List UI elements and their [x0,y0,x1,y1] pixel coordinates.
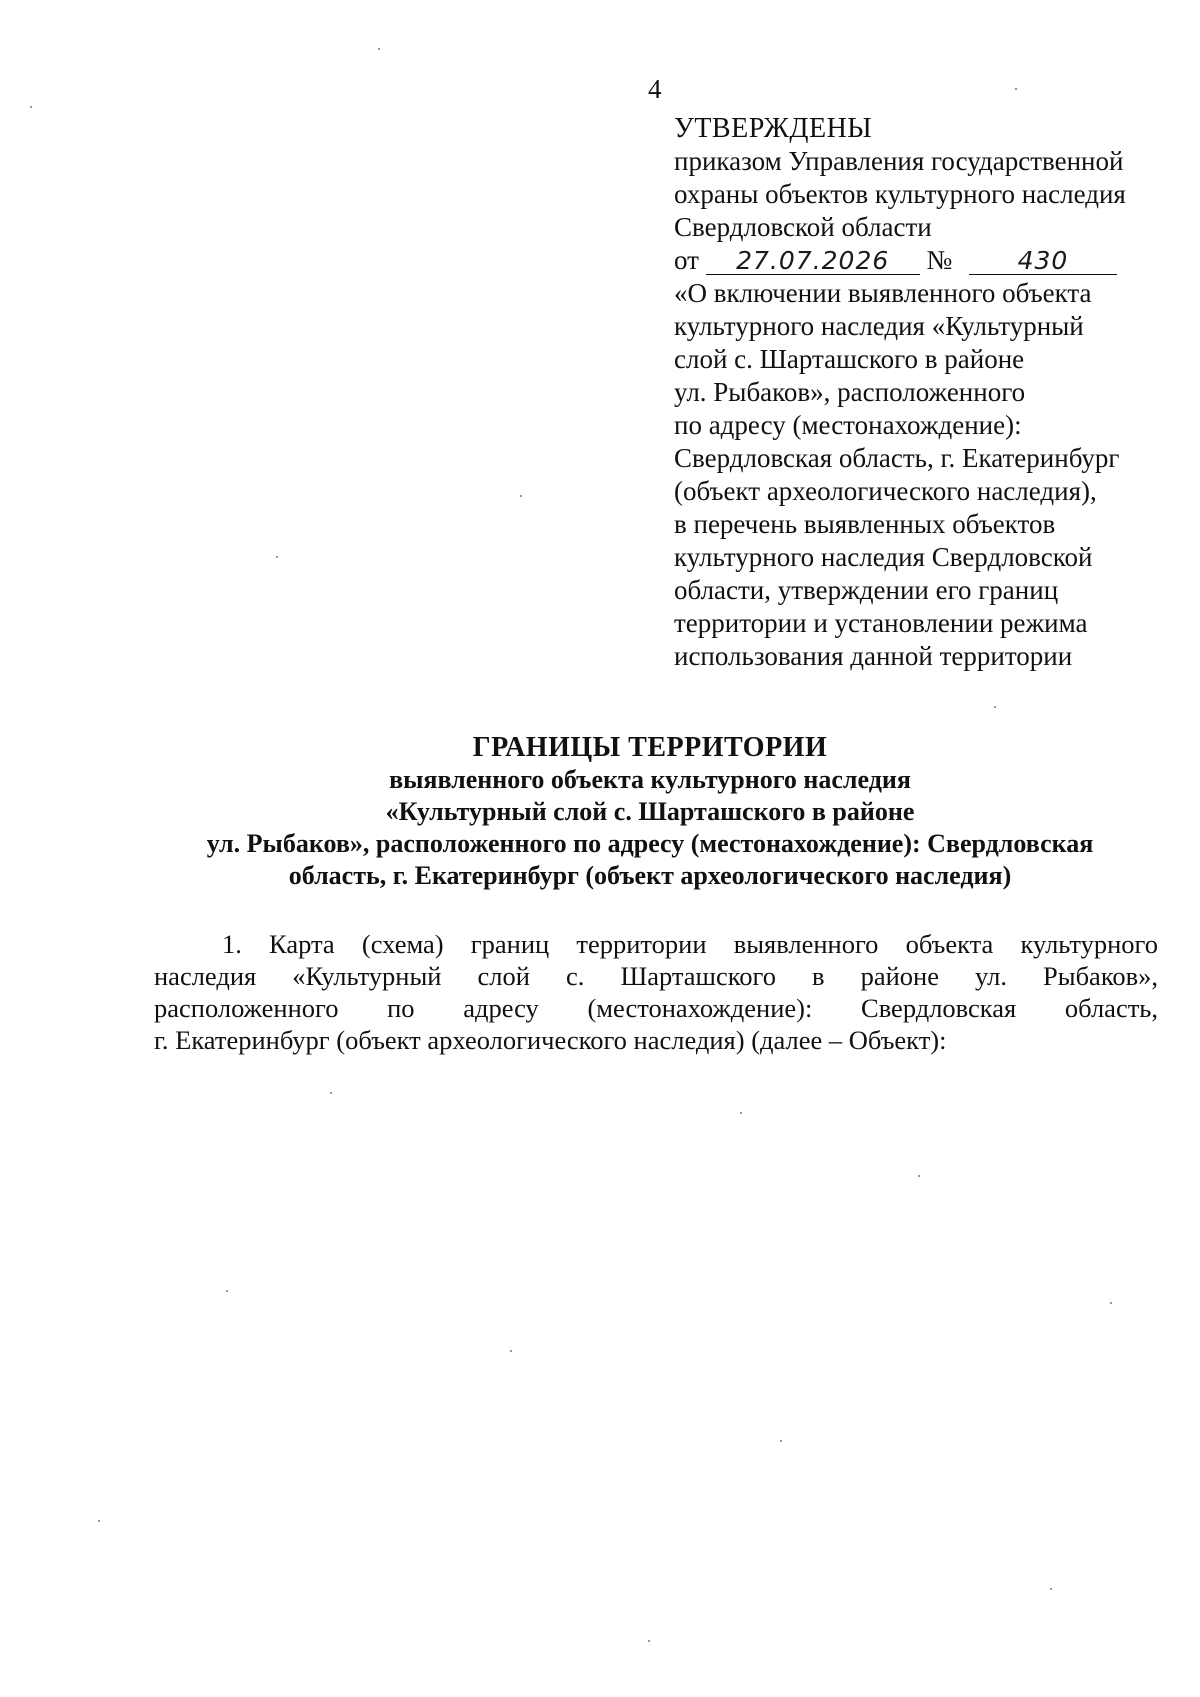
approval-line: охраны объектов культурного наследия [674,179,1126,209]
subject-line: слой с. Шарташского в районе [674,344,1025,374]
subject-line: территории и установлении режима [674,608,1088,638]
title-line: область, г. Екатеринбург (объект археологического наследия) [288,861,1012,890]
scan-speck [510,1350,512,1352]
scan-speck [226,1290,228,1292]
approval-line: Свердловской области [674,212,932,242]
subject-line: «О включении выявленного объекта [674,278,1092,308]
subject-line: (объект археологического наследия), [674,476,1097,506]
scan-speck [98,1520,100,1522]
subject-line: культурного наследия «Культурный [674,311,1084,341]
scan-speck [276,556,278,558]
subject-line: в перечень выявленных объектов [674,509,1056,539]
paragraph-line: наследия «Культурный слой с. Шарташского в районе ул. Рыбаков», [154,961,1158,991]
page-number: 4 [648,74,662,104]
paragraph-line: 1. Карта (схема) границ территории выявленного объекта культурного [222,929,1158,959]
paragraph-1 [154,928,1158,1056]
paragraph-line: расположенного по адресу (местонахождение): Свердловская область, [154,993,1158,1023]
subject-line: ул. Рыбаков», расположенного [674,377,1026,407]
scan-speck [30,106,32,108]
handwritten-date: 27.07.2026 [706,248,920,275]
scan-speck [648,1640,650,1642]
scan-speck [780,1440,782,1442]
scan-speck [994,706,996,708]
number-sign: № [926,245,953,275]
title-line: ул. Рыбаков», расположенного по адресу (местонахождение): Свердловская [206,829,1094,858]
paragraph-line: г. Екатеринбург (объект археологического наследия) (далее – Объект): [154,1025,947,1055]
order-date-number-line [674,244,1174,277]
date-prefix: от [674,245,699,275]
approval-heading: УТВЕРЖДЕНЫ [674,113,873,144]
subject-line: культурного наследия Свердловской [674,542,1093,572]
section-title [150,732,1150,892]
subject-line: Свердловская область, г. Екатеринбург [674,443,1120,473]
scan-speck [918,1175,920,1177]
scan-speck [740,1112,742,1114]
subject-line: по адресу (местонахождение): [674,410,1022,440]
handwritten-order-number: 430 [969,248,1117,275]
scan-speck [1015,88,1017,90]
title-line: «Культурный слой с. Шарташского в районе [385,797,915,826]
subject-line: использования данной территории [674,641,1073,671]
title-line: выявленного объекта культурного наследия [389,765,911,794]
title-main: ГРАНИЦЫ ТЕРРИТОРИИ [472,732,828,763]
scan-speck [520,495,522,497]
scan-speck [1050,1588,1052,1590]
approval-line: приказом Управления государственной [674,146,1124,176]
scan-speck [378,48,380,50]
approval-block [674,112,1174,673]
scan-speck [1110,1302,1112,1304]
subject-line: области, утверждении его границ [674,575,1059,605]
scan-speck [330,1092,332,1094]
